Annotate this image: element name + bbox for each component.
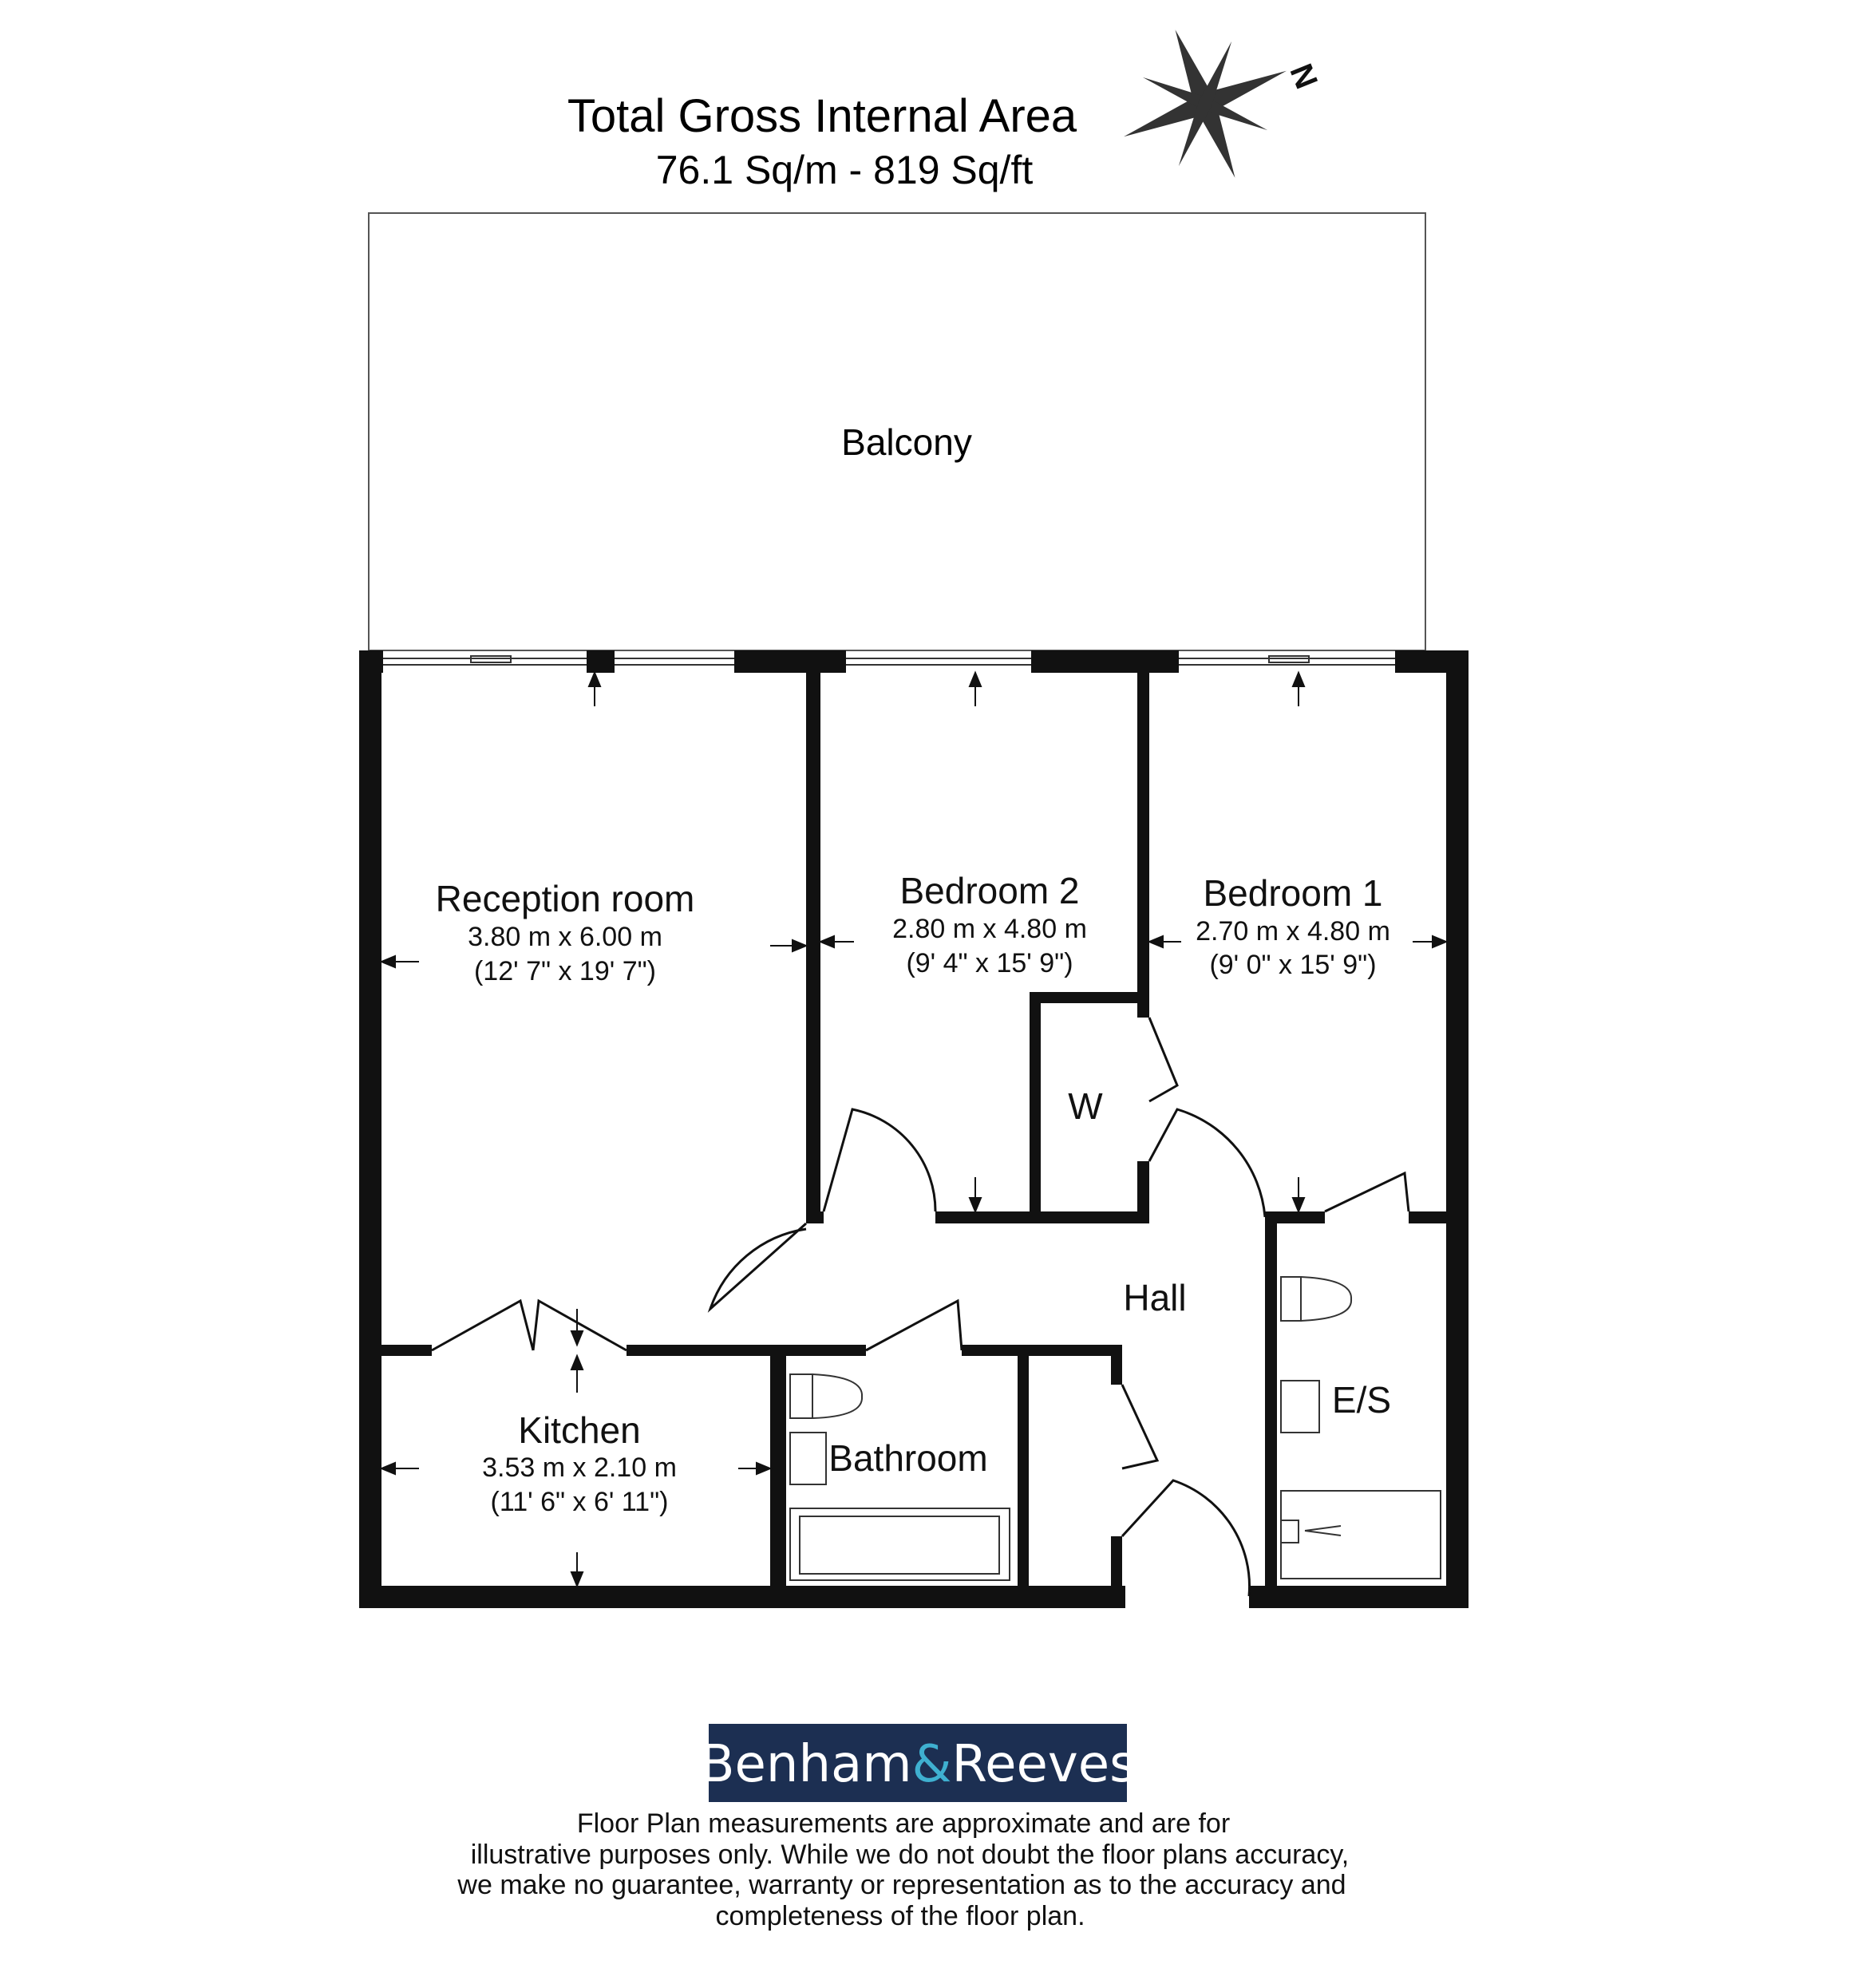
compass-north-letter: N [1283, 59, 1324, 94]
bedroom1-imperial: (9' 0" x 15' 9") [1209, 950, 1377, 980]
bedroom1-metric: 2.70 m x 4.80 m [1196, 916, 1390, 947]
bedroom2-imperial: (9' 4" x 15' 9") [906, 948, 1073, 978]
bathroom-toilet-bowl-icon [812, 1374, 862, 1418]
bedroom2-metric: 2.80 m x 4.80 m [892, 914, 1087, 944]
hall-label: Hall [1123, 1277, 1187, 1318]
kitchen-name: Kitchen [518, 1409, 641, 1451]
reception-metric: 3.80 m x 6.00 m [468, 922, 662, 952]
logo-text-reeves: Reeves [951, 1735, 1136, 1794]
ensuite-toilet-icon [1281, 1277, 1301, 1321]
bedroom1-name: Bedroom 1 [1203, 872, 1383, 914]
disclaimer-line-4: completeness of the floor plan. [715, 1901, 1085, 1931]
ensuite-toilet-bowl-icon [1301, 1277, 1351, 1321]
disclaimer-line-1: Floor Plan measurements are approximate and are for [576, 1808, 1231, 1839]
room-labels [436, 870, 1391, 1517]
bathroom-sink-icon [790, 1433, 826, 1484]
bathroom-label: Bathroom [828, 1437, 988, 1479]
wardrobe-label: W [1068, 1085, 1103, 1127]
fixtures [790, 1277, 1441, 1580]
windows [383, 656, 1395, 665]
bath-icon [790, 1508, 1010, 1580]
logo-text-benham: Benham [699, 1735, 912, 1794]
reception-imperial: (12' 7" x 19' 7") [473, 956, 657, 986]
bedroom2-name: Bedroom 2 [899, 870, 1080, 911]
disclaimer-line-2: illustrative purposes only. While we do not doubt the floor plans accuracy, [470, 1840, 1350, 1870]
ensuite-label: E/S [1331, 1379, 1392, 1421]
disclaimer-line-3: we make no guarantee, warranty or representation as to the accuracy and [457, 1870, 1346, 1900]
reception-name: Reception room [435, 878, 695, 919]
bathroom-toilet-icon [790, 1374, 812, 1418]
ensuite-sink-icon [1281, 1381, 1319, 1433]
kitchen-imperial: (11' 6" x 6' 11") [490, 1487, 669, 1517]
disclaimer [457, 1808, 1349, 1931]
kitchen-metric: 3.53 m x 2.10 m [482, 1452, 677, 1483]
plan-area: 76.1 Sq/m - 819 Sq/ft [655, 148, 1034, 192]
shower-icon [1281, 1491, 1441, 1579]
plan-title: Total Gross Internal Area [567, 90, 1077, 142]
brand-logo [700, 1724, 1136, 1802]
compass-icon [1094, 0, 1346, 211]
logo-ampersand: & [911, 1735, 952, 1794]
balcony-label: Balcony [841, 421, 972, 463]
svg-text:Benham&Reeves [700, 1735, 1136, 1794]
